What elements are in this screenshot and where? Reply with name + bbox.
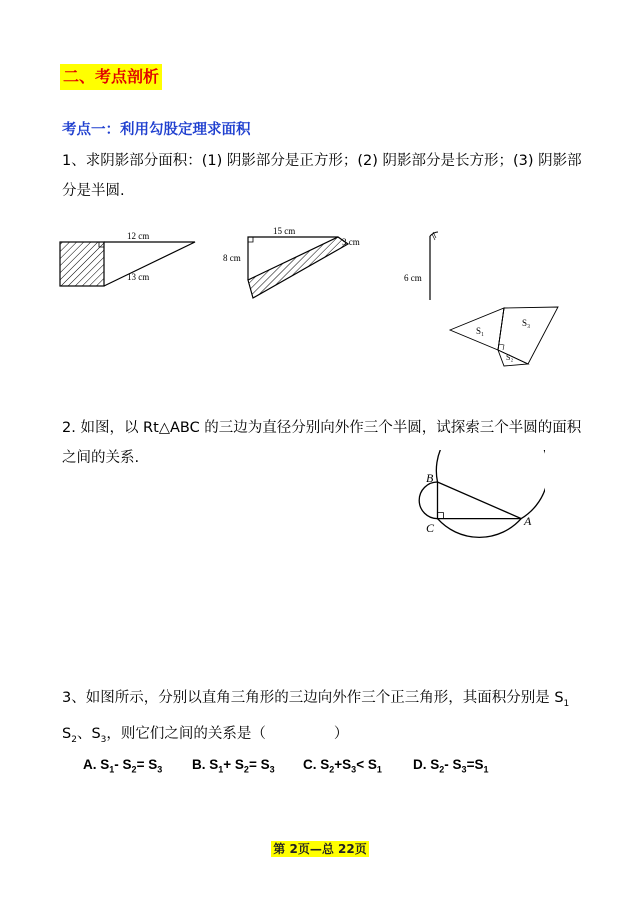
- section-title: 二、考点剖析: [60, 64, 162, 90]
- question-1-text: 1、求阴影部分面积：(1) 阴影部分是正方形；(2) 阴影部分是长方形；(3) 阴影部分是半圆.: [62, 153, 582, 199]
- question-3-text: 3、如图所示，分别以直角三角形的三边向外作三个正三角形，其面积分别是 $S_1$ $S_2$、$S_3$，则它们之间的关系是（ ）: [62, 690, 570, 745]
- figure-4: [448, 302, 563, 372]
- fig3-left-label: 6 cm: [404, 273, 422, 283]
- fig4-s3-label: S₃: [522, 318, 531, 328]
- option-b[interactable]: B. $S_1+ S_2= S_3$: [192, 757, 275, 775]
- figure-1: [55, 228, 215, 293]
- figure-2: [218, 222, 368, 304]
- fig2-right-label: 3 cm: [342, 237, 360, 247]
- fig4-s1-label: S₁: [476, 326, 485, 336]
- label-b: B: [426, 471, 434, 485]
- fig1-hyp-label: 13 cm: [127, 272, 150, 282]
- label-a: A: [524, 514, 532, 528]
- question-2-text: 2. 如图，以 Rt△ABC 的三边为直径分别向外作三个半圆，试探索三个半圆的面积之间的关系.: [62, 420, 582, 466]
- figure-3: [400, 226, 450, 306]
- fig2-top-label: 15 cm: [273, 226, 296, 236]
- figure-semicircles: [410, 450, 545, 570]
- fig1-top-label: 12 cm: [127, 231, 150, 241]
- option-a[interactable]: A. $S_1-$ $S_2= S_3$: [83, 757, 163, 775]
- label-c: C: [426, 521, 435, 535]
- fig4-s2-label: S₂: [506, 353, 514, 362]
- shaded-square: [60, 242, 104, 286]
- fig2-left-label: 8 cm: [223, 253, 241, 263]
- topic-title: 考点一：利用勾股定理求面积: [62, 122, 251, 138]
- shaded-rectangle: [248, 237, 348, 298]
- page-footer: 第 2页—总 22页: [273, 842, 367, 856]
- option-c[interactable]: C. $S_2+S_3< S_1$: [303, 757, 382, 775]
- option-d[interactable]: D. $S_2-$ $S_3=S_1$: [413, 757, 489, 775]
